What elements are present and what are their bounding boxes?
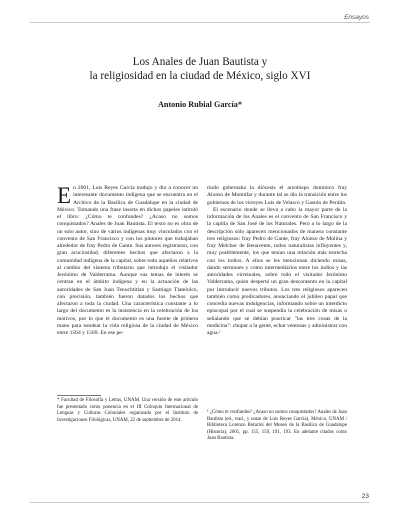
article-author: Antonio Rubial García* [157, 100, 242, 109]
footnote-rule [57, 395, 101, 396]
body-text: n 2001, Luis Reyes García tradujo y dio a conocer un interesante documento indígena que se encuentra en el Archivo de la Basílica de Guadalupe en la ciudad de México. Tomando una frase inserta en dichos papeles intituló el libro: ¿Cómo te confundes? ¿Acaso no somos conquistados? Anales de Juan Bautista. El texto no es obra de un solo autor, sino de varios indígenas muy vinculados con el convento de San Francisco y con los pintores que trabajaban alrededor de fray Pedro de Gante. Sus autores registraron, con gran acuciosidad, diferentes hechos que afectaron a la comunidad indígena de la capital, sobre todo aquellos relativos al cambio del sistema tributario que introdujo el visitador Jerónimo de Valderrama. Aunque sus temas de interés se centran en el ámbito indígena y en la actuación de las autoridades de San Juan Tenochtitlan y Santiago Tlatelolco, con precisión, también fueron datados los hechos que afectaron a toda la ciudad. Una característica constante a lo largo del documento es la insistencia en la celebración de los motivos, por lo que el documento es una fuente de primera mano para sondear la vida religiosa de la ciudad de México entre 1564 y 1569. En ese pe- [57, 185, 198, 336]
footer-rule [30, 502, 370, 503]
body-paragraph: El escenario donde se lleva a cabo la mayor parte de la información de los Anales es el convento de San Francisco y la capilla de San José de los Naturales. Pero a lo largo de la descripción sólo aparecen mencionados de manera constante tres religiosos: fray Pedro de Gante, fray Alonso de Molina y fray Melchor de Benavente, todos naturalistas influyentes y, muy posiblemente, los que tenían una relación más estrecha con los indios. A ellos se les mencionan diciendo misas, dando sermones y como intermediarios entre los indios y las autoridades virreinales, sobre todo el visitador Jerónimo Valderrama, quien despertó un gran descontento en la capital por introducir nuevos tributos. Los tres religiosos aparecen también como predicadores, anunciando el jubileo papal que concedía nuevas indulgencias, informando sobre un interdicto episcopal por el cual se suspendía la celebración de misas o señalando que se debían practicar "las tres cosas de la medicina": chupar a la gente, echar ventosas y administrar con agua.¹ [207, 206, 347, 336]
article-title-line1: Los Anales de Juan Bautista y [132, 56, 268, 68]
header-rule [30, 22, 370, 23]
page-number: 23 [361, 493, 369, 500]
body-paragraph: riodo gobernaba la diócesis el arzobispo dominico fray Alonso de Montúfar y durante tal se dio la transición entre los gobiernos de los virreyes Luis de Velasco y Gastón de Peralta. [207, 185, 347, 206]
drop-cap: E [57, 183, 72, 208]
section-label: Ensayos [344, 14, 369, 21]
footnote-affiliation: * Facultad de Filosofía y Letras, UNAM. Una versión de este artículo fue presentado como ponencia en el III Coloquio Internacional de Lenguas y Culturas Coloniales organizado por el Instituto de Investigaciones Filológicas, UNAM, 22 de septiembre de 2014. [57, 398, 198, 423]
body-column-left [57, 185, 198, 337]
body-paragraph [57, 185, 198, 337]
body-column-right [207, 185, 347, 337]
article-title-line2: la religiosidad en la ciudad de México, siglo XVI [89, 70, 311, 82]
footnote-citation: ¹ ¿Cómo te confundes? ¿Acaso no somos conquistados? Anales de Juan Bautista (ed., trad., y notas de Luis Reyes García), México, UNAM / Biblioteca Lorenzo Boturini del Museo de la Basílica de Guadalupe (Historia), 2001, pp. 155, 159, 191, 193. En adelante citados como Juan Bautista. [207, 410, 348, 441]
